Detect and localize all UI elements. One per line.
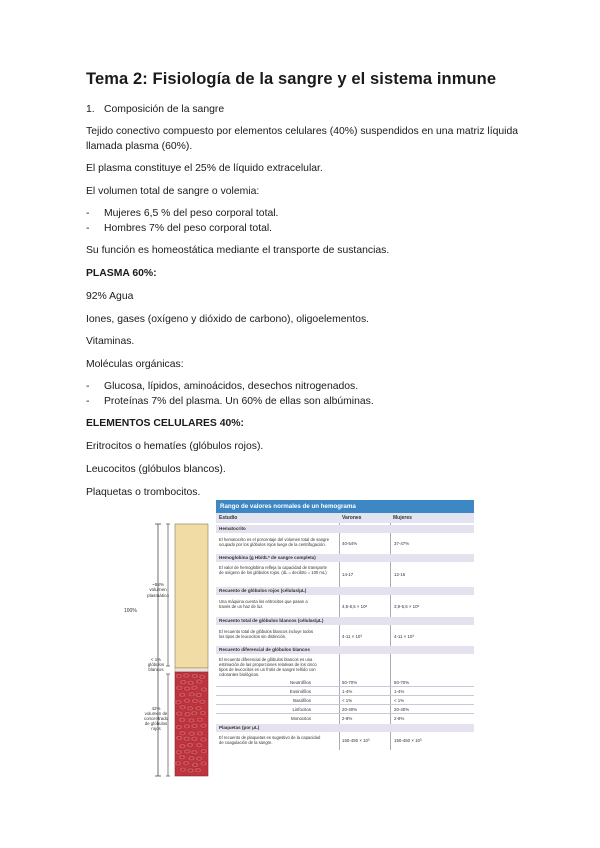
desc-line: Una máquina cuenta los eritrocitos que pasan a: [219, 599, 308, 604]
page-title: Tema 2: Fisiología de la sangre y el sistema inmune: [86, 70, 497, 88]
list-bullet: -: [86, 381, 90, 392]
list-item: Hombres 7% del peso corporal total.: [104, 223, 273, 234]
section-hematocrit: Hematocrito: [216, 525, 474, 533]
red-blood-cell-center: [197, 694, 200, 696]
plasma-heading: PLASMA 60%:: [86, 268, 157, 279]
buffy-coat-layer: [175, 668, 208, 672]
red-blood-cell-center: [202, 750, 205, 752]
red-blood-cell-center: [198, 758, 201, 760]
section-hemoglobin: Hemoglobina (g Hb/dL* de sangre completa): [216, 554, 474, 562]
red-blood-cell-center: [181, 769, 184, 771]
paragraph-1-line-2: llamada plasma (60%).: [86, 141, 193, 152]
red-blood-cell-center: [193, 687, 196, 689]
total-pct-label: 100%: [124, 608, 137, 614]
red-blood-cell-center: [186, 713, 189, 715]
diff-row-name: Monocitos: [290, 716, 311, 721]
diff-row-men: < 1%: [342, 698, 353, 703]
red-blood-cell-center: [198, 744, 201, 746]
rbc-label-4: rojos: [151, 726, 161, 731]
red-blood-cell-center: [202, 725, 205, 727]
diff-row-name: Eosinófilos: [289, 689, 311, 694]
desc-line: de oxígeno de los glóbulos rojos. (dL = decilitro = 100 mL): [219, 570, 327, 575]
red-blood-cell-center: [186, 751, 189, 753]
section-heading: Composición de la sangre: [104, 104, 225, 115]
red-blood-cell-center: [178, 687, 181, 689]
col-header-study: Estudio: [216, 513, 339, 523]
platelets-desc: [219, 735, 337, 745]
desc-line: estimación de las proporciones relativas de los cinco: [219, 662, 317, 667]
red-blood-cell-center: [190, 757, 193, 759]
rbc-men: 4,5-6,5 × 10⁶: [342, 604, 368, 609]
diff-row-men: 20-40%: [342, 707, 358, 712]
blood-tube-diagram: [118, 522, 214, 778]
red-blood-cell-center: [193, 725, 196, 727]
list-bullet: -: [86, 396, 90, 407]
desc-line: través de un haz de luz.: [219, 604, 264, 609]
red-blood-cell-center: [188, 744, 191, 746]
plasma-vitamins: Vitaminas.: [86, 336, 135, 347]
red-blood-cell-center: [181, 706, 184, 708]
red-blood-cell-center: [182, 681, 185, 683]
red-blood-cell-center: [181, 694, 184, 696]
red-blood-cell-center: [202, 689, 205, 691]
red-blood-cell-center: [189, 707, 192, 709]
diff-row-women: 20-40%: [394, 707, 410, 712]
red-blood-cell-center: [178, 713, 181, 715]
red-blood-cell-center: [177, 701, 180, 703]
red-blood-cell-center: [185, 675, 188, 677]
section-wbc: Recuento total de glóbulos blancos (células/μL): [216, 617, 474, 625]
platelets-women: 150-450 × 10³: [394, 738, 422, 743]
desc-line: El recuento de plaquetas es sugestivo de la capacidad: [219, 735, 321, 740]
rbc-women: 3,9-5,6 × 10⁶: [394, 604, 420, 609]
plasma-label-2: plasmático: [147, 592, 169, 598]
cells-item: Leucocitos (glóbulos blancos).: [86, 464, 226, 475]
table-title: Rango de valores normales de un hemograma: [216, 500, 474, 513]
rbc-label-3: de glóbulos: [144, 721, 168, 726]
paragraph-2: El plasma constituye el 25% de líquido extracelular.: [86, 163, 323, 174]
diff-row-men: 1-4%: [342, 689, 353, 694]
desc-line: ocupado por los glóbulos rojos luego de la centrifugación.: [219, 542, 326, 547]
section-number: 1.: [86, 104, 95, 115]
red-blood-cell-center: [185, 725, 188, 727]
list-bullet: -: [86, 208, 90, 219]
hematocrit-men: 40-54%: [342, 541, 358, 546]
plasma-pct: ~58%: [152, 582, 164, 587]
paragraph-4: Su función es homeostática mediante el transporte de sustancias.: [86, 245, 390, 256]
red-blood-cell-center: [186, 688, 189, 690]
platelets-men: 150-450 × 10³: [342, 738, 370, 743]
col-header-women: Mujeres: [390, 513, 474, 523]
plasma-water: 92% Agua: [86, 291, 134, 302]
desc-line: El hematocrito es el porcentaje del volumen total de sangre: [219, 537, 330, 542]
rbc-label-1: volumen de: [144, 711, 168, 716]
diff-row-name: Basófilos: [293, 698, 311, 703]
rbc-volume-label: [136, 706, 176, 731]
red-blood-cell-center: [181, 719, 184, 721]
hemoglobin-desc: [219, 565, 337, 575]
section-rbc: Recuento de glóbulos rojos (células/μL): [216, 587, 474, 595]
red-blood-cell-center: [201, 676, 204, 678]
list-bullet: -: [86, 223, 90, 234]
red-blood-cell-center: [198, 681, 201, 683]
plasma-ions: Iones, gases (oxígeno y dióxido de carbono), oligoelementos.: [86, 314, 370, 325]
red-blood-cell-center: [194, 764, 197, 766]
buffy-pct: < 1%: [150, 657, 162, 662]
diff-row-women: 50-70%: [394, 680, 410, 685]
desc-line: tipos de leucocitos en un frotis de sangre teñido con: [219, 667, 316, 672]
buffy-label-2: blancos: [148, 667, 164, 672]
differential-desc: [219, 657, 337, 677]
paragraph-1-line-1: Tejido conectivo compuesto por elementos celulares (40%) suspendidos en una matriz líquida: [86, 126, 519, 137]
diff-row-men: 2-8%: [342, 716, 353, 721]
red-blood-cell-center: [198, 732, 201, 734]
red-blood-cell-center: [189, 770, 192, 772]
red-blood-cell-center: [177, 675, 180, 677]
hemogram-table: [216, 500, 474, 750]
diff-row-women: < 1%: [394, 698, 405, 703]
red-blood-cell-center: [202, 739, 205, 741]
red-blood-cell-center: [189, 682, 192, 684]
red-blood-cell-center: [193, 738, 196, 740]
plasma-layer: [175, 524, 208, 668]
wbc-women: 4-11 × 10³: [394, 634, 414, 639]
col-header-men: Varones: [339, 513, 390, 523]
red-blood-cell-center: [177, 726, 180, 728]
cells-heading: ELEMENTOS CELULARES 40%:: [86, 418, 245, 429]
rbc-desc: [219, 599, 337, 609]
cells-item: Eritrocitos o hematíes (glóbulos rojos).: [86, 441, 264, 452]
wbc-desc: [219, 629, 337, 639]
cells-item: Plaquetas o trombocitos.: [86, 487, 201, 498]
section-differential: Recuento diferencial de glóbulos blancos: [216, 646, 474, 654]
buffy-coat-label: [136, 657, 176, 672]
plasma-organic: Moléculas orgánicas:: [86, 359, 184, 370]
buffy-label-1: glóbulos: [147, 662, 165, 667]
red-blood-cell-center: [185, 738, 188, 740]
diff-row-women: 2-8%: [394, 716, 405, 721]
wbc-men: 4-11 × 10³: [342, 634, 362, 639]
red-blood-cell-center: [190, 719, 193, 721]
red-blood-cell-center: [202, 763, 205, 765]
red-blood-cell-center: [181, 732, 184, 734]
hemoglobin-women: 12-16: [394, 572, 406, 577]
red-blood-cell-center: [198, 719, 201, 721]
desc-line: El valor de hemoglobina refleja la capacidad de transporte: [219, 565, 328, 570]
red-blood-cell-center: [185, 700, 188, 702]
red-blood-cell-center: [197, 707, 200, 709]
desc-line: El recuento diferencial de glóbulos blancos es una: [219, 657, 313, 662]
red-blood-cell-center: [197, 769, 200, 771]
diff-row-women: 1-4%: [394, 689, 405, 694]
red-blood-cell-center: [201, 701, 204, 703]
plasma-volume-label: [138, 582, 178, 598]
desc-line: los tipos de leucocitos sin distinción.: [219, 634, 287, 639]
red-blood-cell-center: [193, 751, 196, 753]
plasma-label-1: volumen: [149, 587, 167, 593]
rbc-label-2: concentrado: [143, 716, 169, 721]
red-blood-cell-center: [185, 762, 188, 764]
red-blood-cell-center: [177, 762, 180, 764]
list-item: Mujeres 6,5 % del peso corporal total.: [104, 208, 279, 219]
list-item: Proteínas 7% del plasma. Un 60% de ellas son albúminas.: [104, 396, 374, 407]
red-blood-cell-center: [177, 751, 180, 753]
diff-row-men: 50-70%: [342, 680, 358, 685]
red-blood-cell-center: [181, 745, 184, 747]
section-platelets: Plaquetas (por μL): [216, 724, 474, 732]
red-blood-cell-center: [193, 675, 196, 677]
red-blood-cell-center: [180, 756, 183, 758]
red-blood-cell-center: [190, 733, 193, 735]
red-blood-cell-center: [201, 712, 204, 714]
hematocrit-women: 37-47%: [394, 541, 410, 546]
red-blood-cell-center: [193, 712, 196, 714]
desc-line: colorantes biológicos.: [219, 672, 260, 677]
desc-line: El recuento total de glóbulos blancos incluye todos: [219, 629, 314, 634]
red-blood-cell-center: [194, 700, 197, 702]
diff-row-name: Linfocitos: [292, 707, 311, 712]
red-blood-cell-center: [190, 693, 193, 695]
paragraph-3: El volumen total de sangre o volemia:: [86, 186, 260, 197]
red-blood-cell-center: [178, 737, 181, 739]
diff-row-name: Neutrófilos: [290, 680, 311, 685]
hemoglobin-men: 14-17: [342, 572, 354, 577]
hematocrit-desc: [219, 537, 337, 547]
rbc-pct: 42%: [151, 706, 161, 711]
desc-line: de coagulación de la sangre.: [219, 740, 273, 745]
list-item: Glucosa, lípidos, aminoácidos, desechos nitrogenados.: [104, 381, 359, 392]
